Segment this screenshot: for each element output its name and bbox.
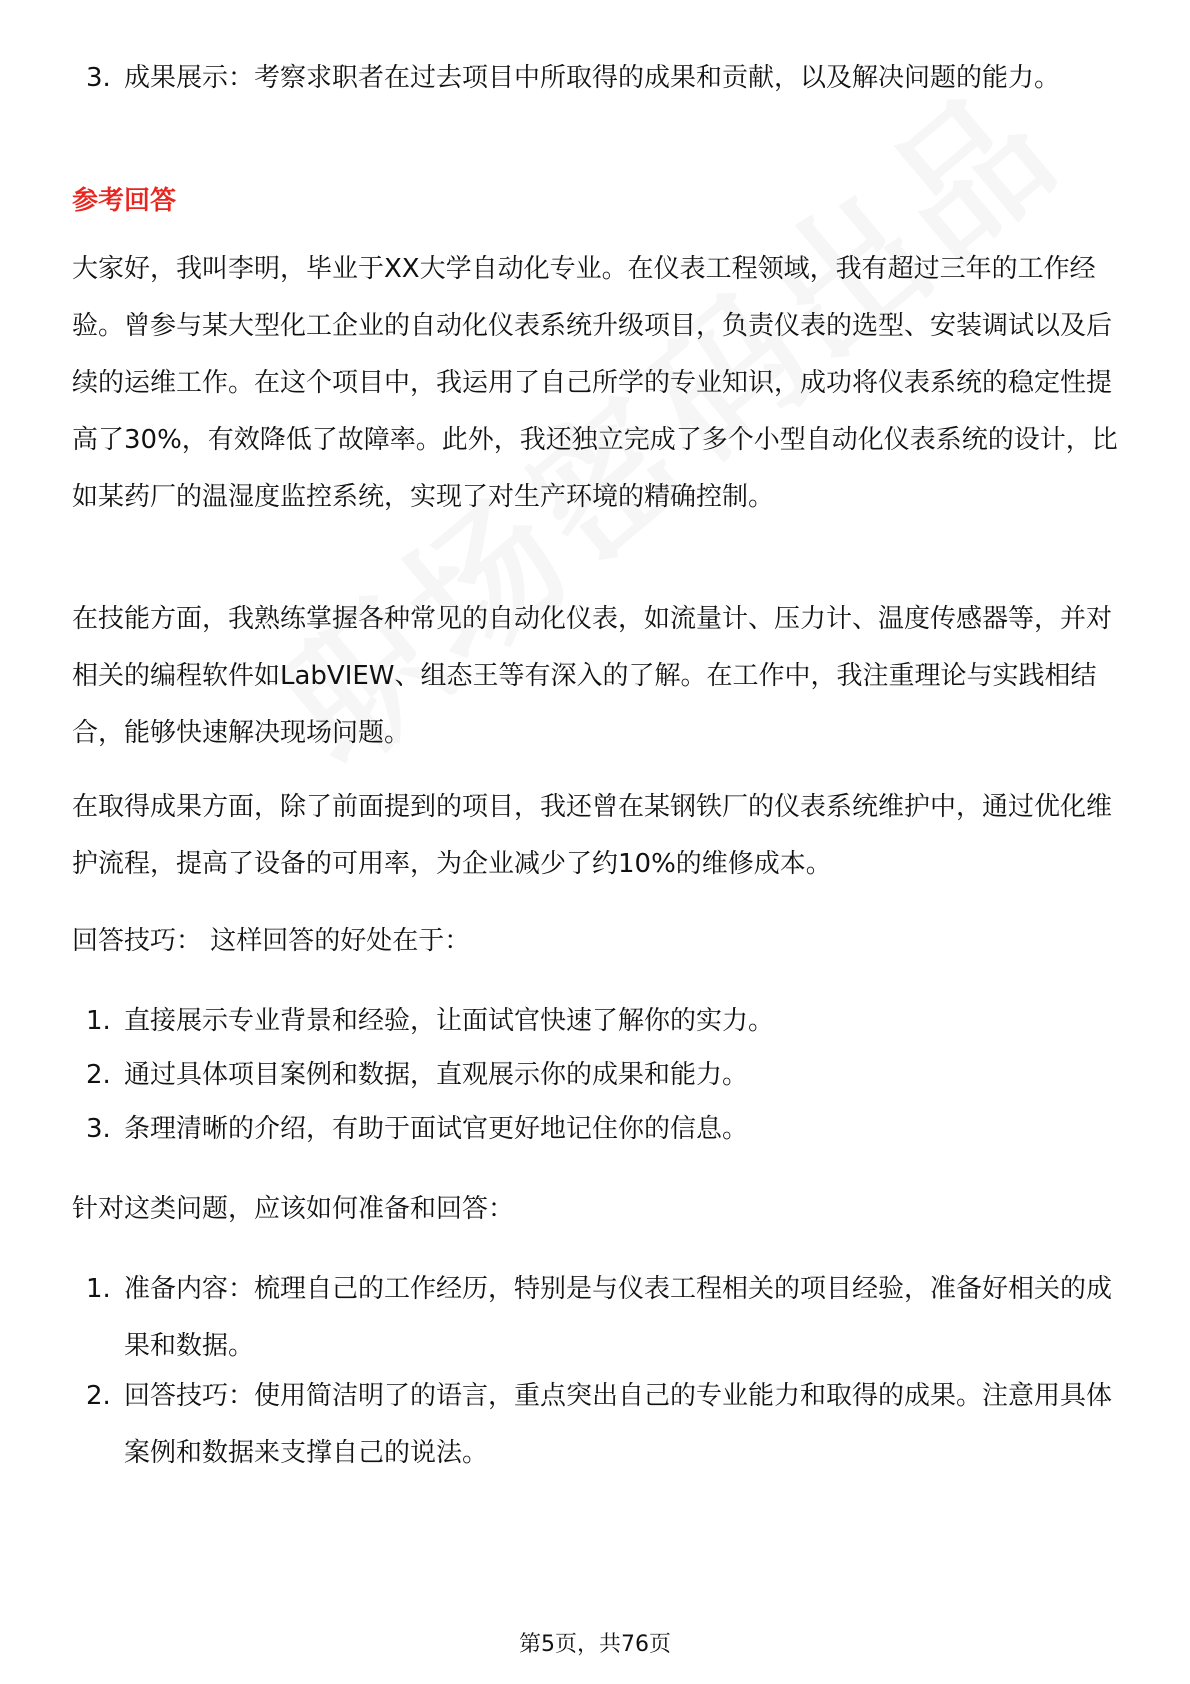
answer-paragraph-3: 在取得成果方面，除了前面提到的项目，我还曾在某钢铁厂的仪表系统维护中，通过优化维护流程，提高了设备的可用率，为企业减少了约10%的维修成本。 — [72, 792, 1113, 879]
list-item — [72, 993, 1118, 1050]
criteria-list — [72, 50, 1118, 107]
list-number: 2. — [86, 1381, 111, 1411]
prep-intro: 针对这类问题，应该如何准备和回答： — [72, 1194, 515, 1224]
tips-list — [72, 993, 1118, 1158]
list-number: 3. — [86, 63, 111, 93]
page-footer: 第5页，共76页 — [519, 1632, 671, 1657]
list-item — [72, 1368, 1118, 1482]
list-number: 1. — [86, 1006, 111, 1036]
list-item — [72, 1101, 1118, 1158]
list-number: 3. — [86, 1114, 111, 1144]
list-number: 2. — [86, 1060, 111, 1090]
list-number: 1. — [86, 1274, 111, 1304]
list-text: 条理清晰的介绍，有助于面试官更好地记住你的信息。 — [124, 1114, 749, 1144]
list-text: 准备内容：梳理自己的工作经历，特别是与仪表工程相关的项目经验，准备好相关的成果和数据。 — [124, 1274, 1113, 1361]
list-text: 成果展示：考察求职者在过去项目中所取得的成果和贡献，以及解决问题的能力。 — [124, 63, 1061, 93]
answer-paragraph-2: 在技能方面，我熟练掌握各种常见的自动化仪表，如流量计、压力计、温度传感器等，并对相关的编程软件如LabVIEW、组态王等有深入的了解。在工作中，我注重理论与实践相结合，能够快速解决现场问题。 — [72, 604, 1113, 748]
list-item — [72, 50, 1118, 107]
list-item — [72, 1047, 1118, 1104]
tips-intro: 回答技巧： 这样回答的好处在于： — [72, 926, 471, 956]
prep-list — [72, 1261, 1118, 1482]
list-item — [72, 1261, 1118, 1375]
list-text: 直接展示专业背景和经验，让面试官快速了解你的实力。 — [124, 1006, 775, 1036]
answer-paragraph-1: 大家好，我叫李明，毕业于XX大学自动化专业。在仪表工程领域，我有超过三年的工作经验。曾参与某大型化工企业的自动化仪表系统升级项目，负责仪表的选型、安装调试以及后续的运维工作。在这个项目中，我运用了自己所学的专业知识，成功将仪表系统的稳定性提高了30%，有效降低了故障率。此外，我还独立完成了多个小型自动化仪表系统的设计，比如某药厂的温湿度监控系统，实现了对生产环境的精确控制。 — [72, 254, 1118, 512]
list-text: 回答技巧：使用简洁明了的语言，重点突出自己的专业能力和取得的成果。注意用具体案例和数据来支撑自己的说法。 — [124, 1381, 1113, 1468]
section-heading: 参考回答 — [72, 186, 177, 216]
list-text: 通过具体项目案例和数据，直观展示你的成果和能力。 — [124, 1060, 749, 1090]
